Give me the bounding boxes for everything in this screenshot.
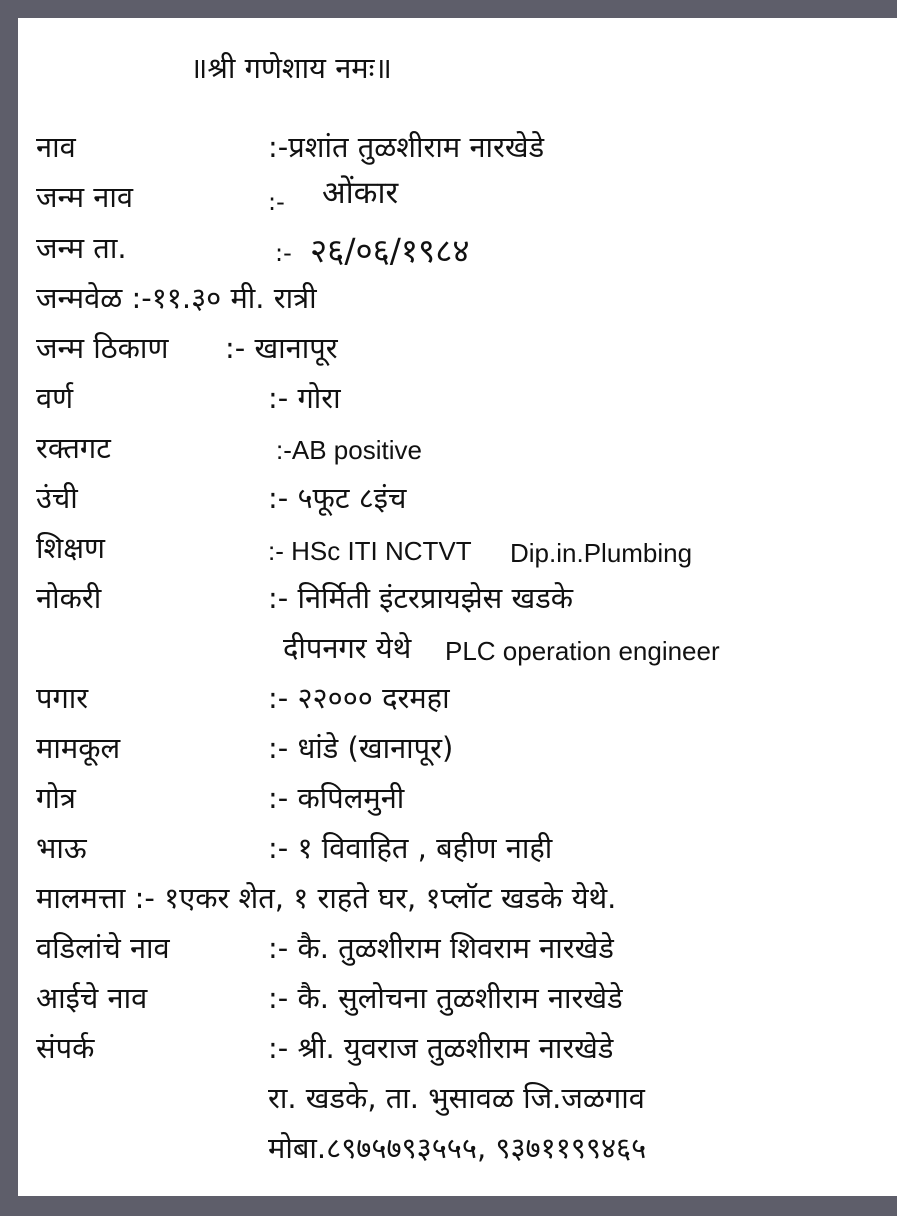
- mother-name-label: आईचे नाव: [36, 981, 148, 1015]
- education-label: शिक्षण: [36, 531, 105, 565]
- birth-name-label: जन्म नाव: [36, 180, 134, 214]
- job-location: दीपनगर येथे: [283, 631, 412, 665]
- education-value: :- HSc ITI NCTVT: [268, 536, 472, 566]
- complexion-label: वर्ण: [36, 381, 74, 415]
- birth-date-label: जन्म ता.: [36, 231, 127, 265]
- salary-value: :- २२००० दरमहा: [268, 681, 450, 715]
- mother-name-value: :- कै. सुलोचना तुळशीराम नारखेडे: [268, 981, 623, 1015]
- father-name-value: :- कै. तुळशीराम शिवराम नारखेडे: [268, 931, 614, 965]
- father-name-label: वडिलांचे नाव: [36, 931, 170, 965]
- top-border: [0, 0, 897, 18]
- height-label: उंची: [36, 481, 78, 515]
- left-border: [0, 0, 18, 1216]
- birth-date-prefix: :-: [275, 239, 292, 267]
- contact-mobile: मोबा.८९७५७९३५५५, ९३७११९९४६५: [268, 1131, 647, 1165]
- job-title: PLC operation engineer: [445, 636, 720, 666]
- name-label: नाव: [36, 130, 76, 164]
- birth-name-prefix: :-: [268, 188, 285, 216]
- maternal-family-value: :- धांडे (खानापूर): [268, 731, 454, 765]
- birth-name-value: ओंकार: [322, 175, 399, 211]
- job-label: नोकरी: [36, 581, 102, 615]
- blood-group-value: :-AB positive: [276, 435, 422, 465]
- height-value: :- ५फूट ८इंच: [268, 481, 407, 515]
- job-value: :- निर्मिती इंटरप्रायझेस खडके: [268, 581, 573, 615]
- birth-date-value: २६/०६/१९८४: [310, 231, 470, 270]
- contact-label: संपर्क: [36, 1031, 95, 1065]
- bottom-border: [0, 1196, 897, 1216]
- brother-value: :- १ विवाहित , बहीण नाही: [268, 831, 553, 865]
- name-value: :-प्रशांत तुळशीराम नारखेडे: [268, 130, 545, 164]
- contact-address: रा. खडके, ता. भुसावळ जि.जळगाव: [268, 1081, 645, 1115]
- education-extra: Dip.in.Plumbing: [510, 538, 693, 568]
- gotra-label: गोत्र: [36, 781, 76, 815]
- salary-label: पगार: [36, 681, 89, 715]
- brother-label: भाऊ: [36, 831, 87, 865]
- birth-place-label: जन्म ठिकाण: [36, 331, 169, 365]
- birth-place-value: :- खानापूर: [225, 331, 338, 365]
- blood-group-label: रक्तगट: [36, 431, 111, 465]
- property: मालमत्ता :- १एकर शेत, १ राहते घर, १प्लॉट खडके येथे.: [36, 881, 617, 915]
- complexion-value: :- गोरा: [268, 381, 341, 415]
- heading: ॥श्री गणेशाय नमः॥: [190, 51, 392, 85]
- contact-person: :- श्री. युवराज तुळशीराम नारखेडे: [268, 1031, 614, 1065]
- gotra-value: :- कपिलमुनी: [268, 781, 405, 815]
- maternal-family-label: मामकूल: [36, 731, 121, 765]
- birth-time: जन्मवेळ :-११.३० मी. रात्री: [36, 281, 317, 315]
